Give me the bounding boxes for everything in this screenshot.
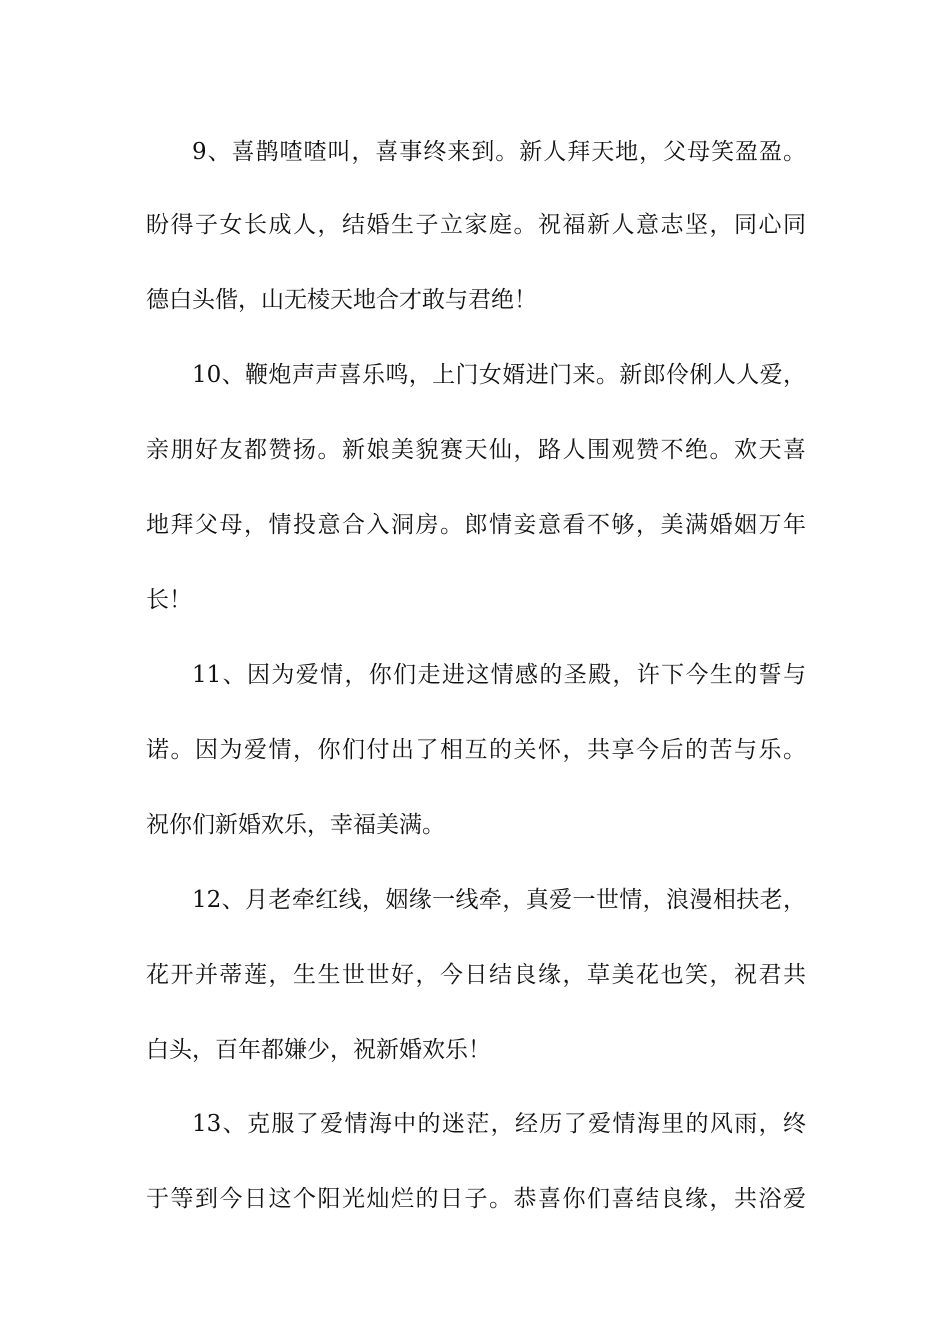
- paragraph-9-line-1: 9、喜鹊喳喳叫，喜事终来到。新人拜天地，父母笑盈盈。: [192, 139, 806, 165]
- paragraph-13-line-2: 于等到今日这个阳光灿烂的日子。恭喜你们喜结良缘，共浴爱: [146, 1186, 806, 1212]
- paragraph-11-line-1: 11、因为爱情，你们走进这情感的圣殿，许下今生的誓与: [192, 662, 806, 688]
- paragraph-9-line-3: 德白头偕，山无棱天地合才敢与君绝！: [146, 287, 537, 313]
- paragraph-10-line-1: 10、鞭炮声声喜乐鸣，上门女婿进门来。新郎伶俐人人爱，: [192, 362, 806, 388]
- paragraph-10-line-2: 亲朋好友都赞扬。新娘美貌赛天仙，路人围观赞不绝。欢天喜: [146, 437, 806, 463]
- paragraph-10-line-3: 地拜父母，情投意合入洞房。郎情妾意看不够，美满婚姻万年: [146, 512, 806, 538]
- paragraph-12-line-2: 花开并蒂莲，生生世世好，今日结良缘，草美花也笑，祝君共: [146, 962, 806, 988]
- paragraph-10-line-4: 长！: [146, 587, 192, 613]
- paragraph-12-line-1: 12、月老牵红线，姻缘一线牵，真爱一世情，浪漫相扶老，: [192, 887, 806, 913]
- paragraph-13-line-1: 13、克服了爱情海中的迷茫，经历了爱情海里的风雨，终: [192, 1111, 806, 1137]
- paragraph-12-line-3: 白头，百年都嫌少，祝新婚欢乐！: [146, 1037, 491, 1063]
- paragraph-11-line-3: 祝你们新婚欢乐，幸福美满。: [146, 812, 445, 838]
- paragraph-11-line-2: 诺。因为爱情，你们付出了相互的关怀，共享今后的苦与乐。: [146, 737, 806, 763]
- paragraph-9-line-2: 盼得子女长成人，结婚生子立家庭。祝福新人意志坚，同心同: [146, 212, 806, 238]
